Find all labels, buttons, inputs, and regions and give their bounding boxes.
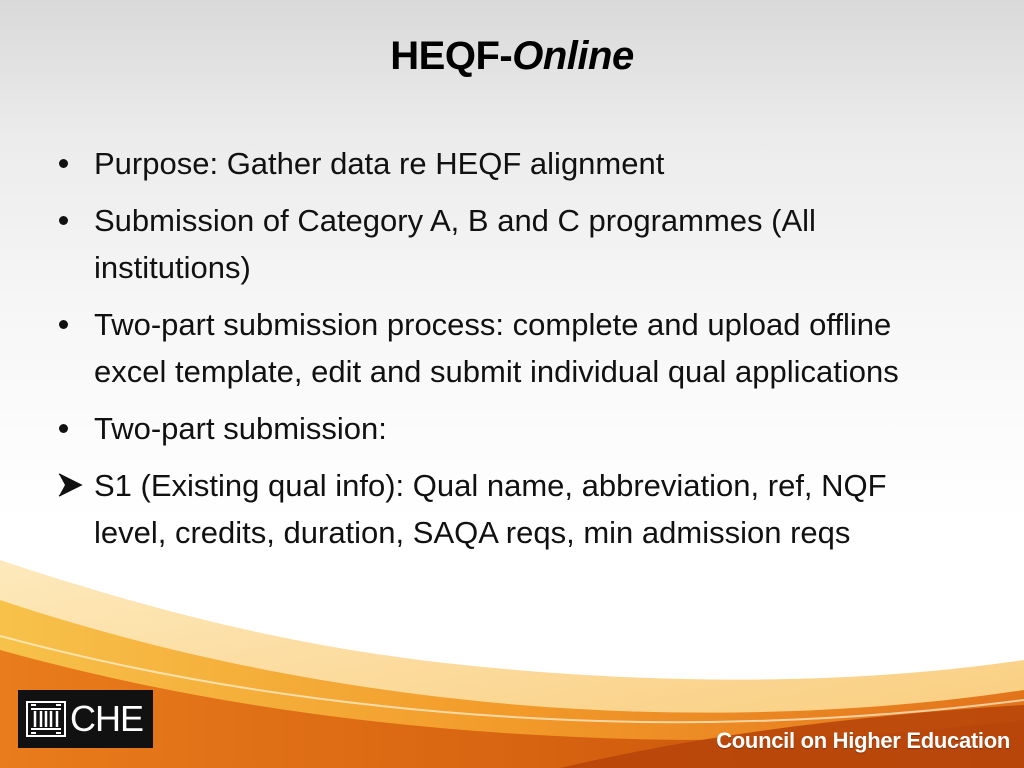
arrow-bullet-icon: [56, 472, 84, 498]
che-emblem-icon: [26, 699, 66, 739]
bullet-item: [56, 301, 956, 395]
logo-text: CHE: [70, 698, 144, 739]
bullet-item-sub: [56, 462, 956, 556]
bullet-item: [56, 140, 956, 187]
organization-name: Council on Higher Education: [716, 728, 1010, 753]
bullet-text: Two-part submission:: [94, 411, 387, 446]
slide-title: [0, 34, 1024, 79]
title-italic: Online: [512, 34, 634, 78]
bullet-text: Two-part submission process: complete and upload offline excel template, edit and submit individual qual applications: [94, 307, 899, 389]
title-main: HEQF-: [390, 34, 513, 78]
bullet-text: S1 (Existing qual info): Qual name, abbreviation, ref, NQF level, credits, duration, SAQA reqs, min admission reqs: [94, 468, 887, 550]
che-logo: [18, 690, 153, 748]
bullet-text: Purpose: Gather data re HEQF alignment: [94, 146, 665, 181]
bullet-text: Submission of Category A, B and C programmes (All institutions): [94, 203, 816, 285]
bullet-list: [56, 140, 956, 566]
bullet-item: [56, 405, 956, 452]
bullet-item: [56, 197, 956, 291]
